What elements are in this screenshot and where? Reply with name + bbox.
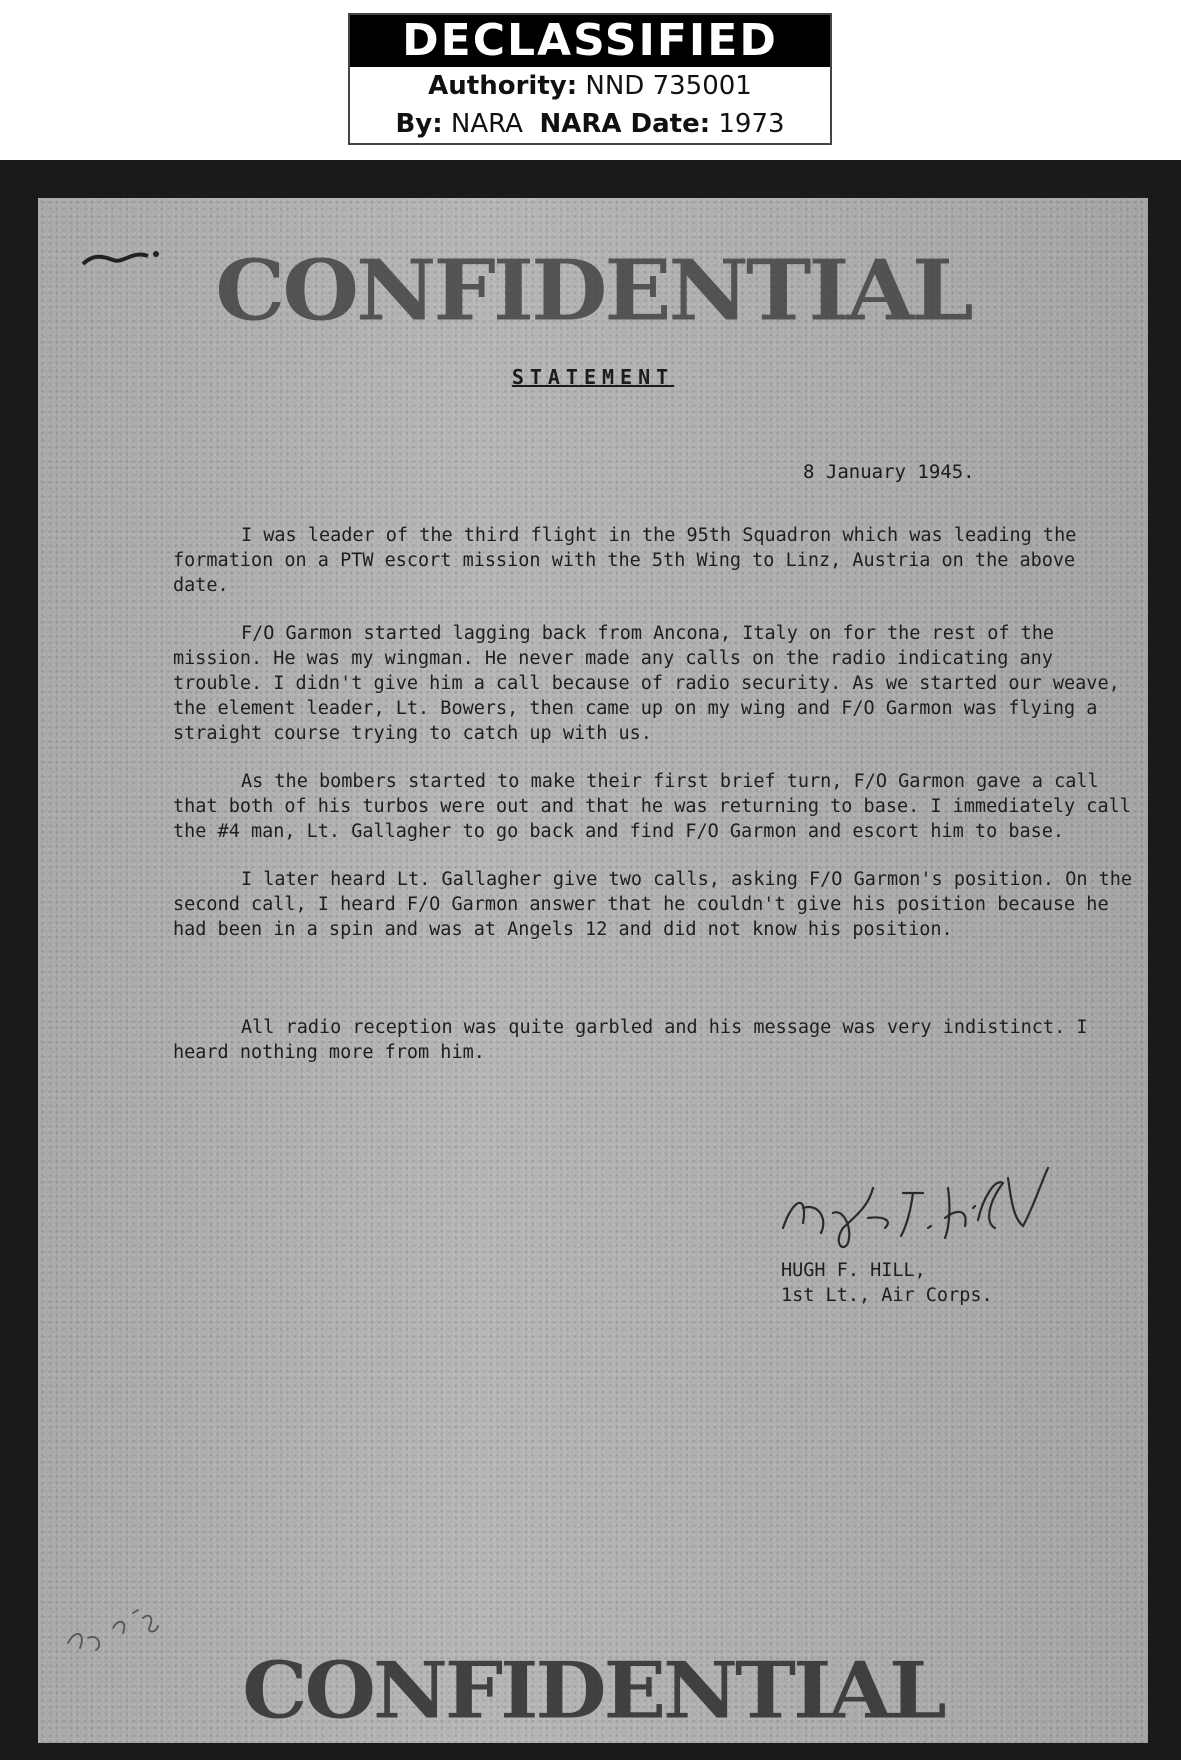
paragraph-2: F/O Garmon started lagging back from Ancona, Italy on for the rest of the mission. He was my wingman. He never made any calls on the radio indicating any trouble. I didn't give him a call because of radio security. As we started our weave, the element leader, Lt. Bowers, then came up on my wing and F/O Garmon was flying a straight course trying to catch up with us.: [173, 623, 1120, 744]
declassified-banner: [348, 13, 832, 145]
banner-authority-line: [350, 67, 830, 105]
by-label: By:: [395, 109, 443, 139]
document-date: 8 January 1945.: [803, 461, 975, 483]
signer-rank: 1st Lt., Air Corps.: [781, 1285, 993, 1306]
paragraph-3: As the bombers started to make their first brief turn, F/O Garmon gave a call that both of his turbos were out and that he was returning to base. I immediately call the #4 man, Lt. Gallagher to go back and find F/O Garmon and escort him to base.: [173, 771, 1131, 842]
nara-date-label: NARA Date:: [539, 109, 711, 139]
authority-label: Authority:: [428, 71, 578, 101]
nara-date-value: 1973: [718, 109, 785, 139]
authority-value: NND 735001: [585, 71, 752, 101]
paragraph-4: I later heard Lt. Gallagher give two calls, asking F/O Garmon's position. On the second call, I heard F/O Garmon answer that he couldn't give his position because he had been in a spin and was at Angels 12 and did not know his position.: [173, 869, 1133, 940]
paragraph-5: All radio reception was quite garbled and his message was very indistinct. I heard nothing more from him.: [173, 1017, 1088, 1063]
confidential-stamp-top: CONFIDENTIAL: [215, 240, 971, 340]
confidential-stamp-bottom: CONFIDENTIAL: [242, 1645, 944, 1737]
scanned-document: [0, 160, 1181, 1760]
signer-name: HUGH F. HILL,: [781, 1260, 926, 1281]
by-value: NARA: [450, 109, 523, 139]
document-page: [38, 198, 1148, 1743]
banner-by-line: [350, 105, 830, 143]
paragraph-1: I was leader of the third flight in the 95th Squadron which was leading the formation on a PTW escort mission with the 5th Wing to Linz, Austria on the above date.: [173, 525, 1077, 596]
handwritten-signature: [773, 1148, 1073, 1258]
document-title: STATEMENT: [511, 365, 675, 389]
banner-title: DECLASSIFIED: [350, 15, 830, 67]
